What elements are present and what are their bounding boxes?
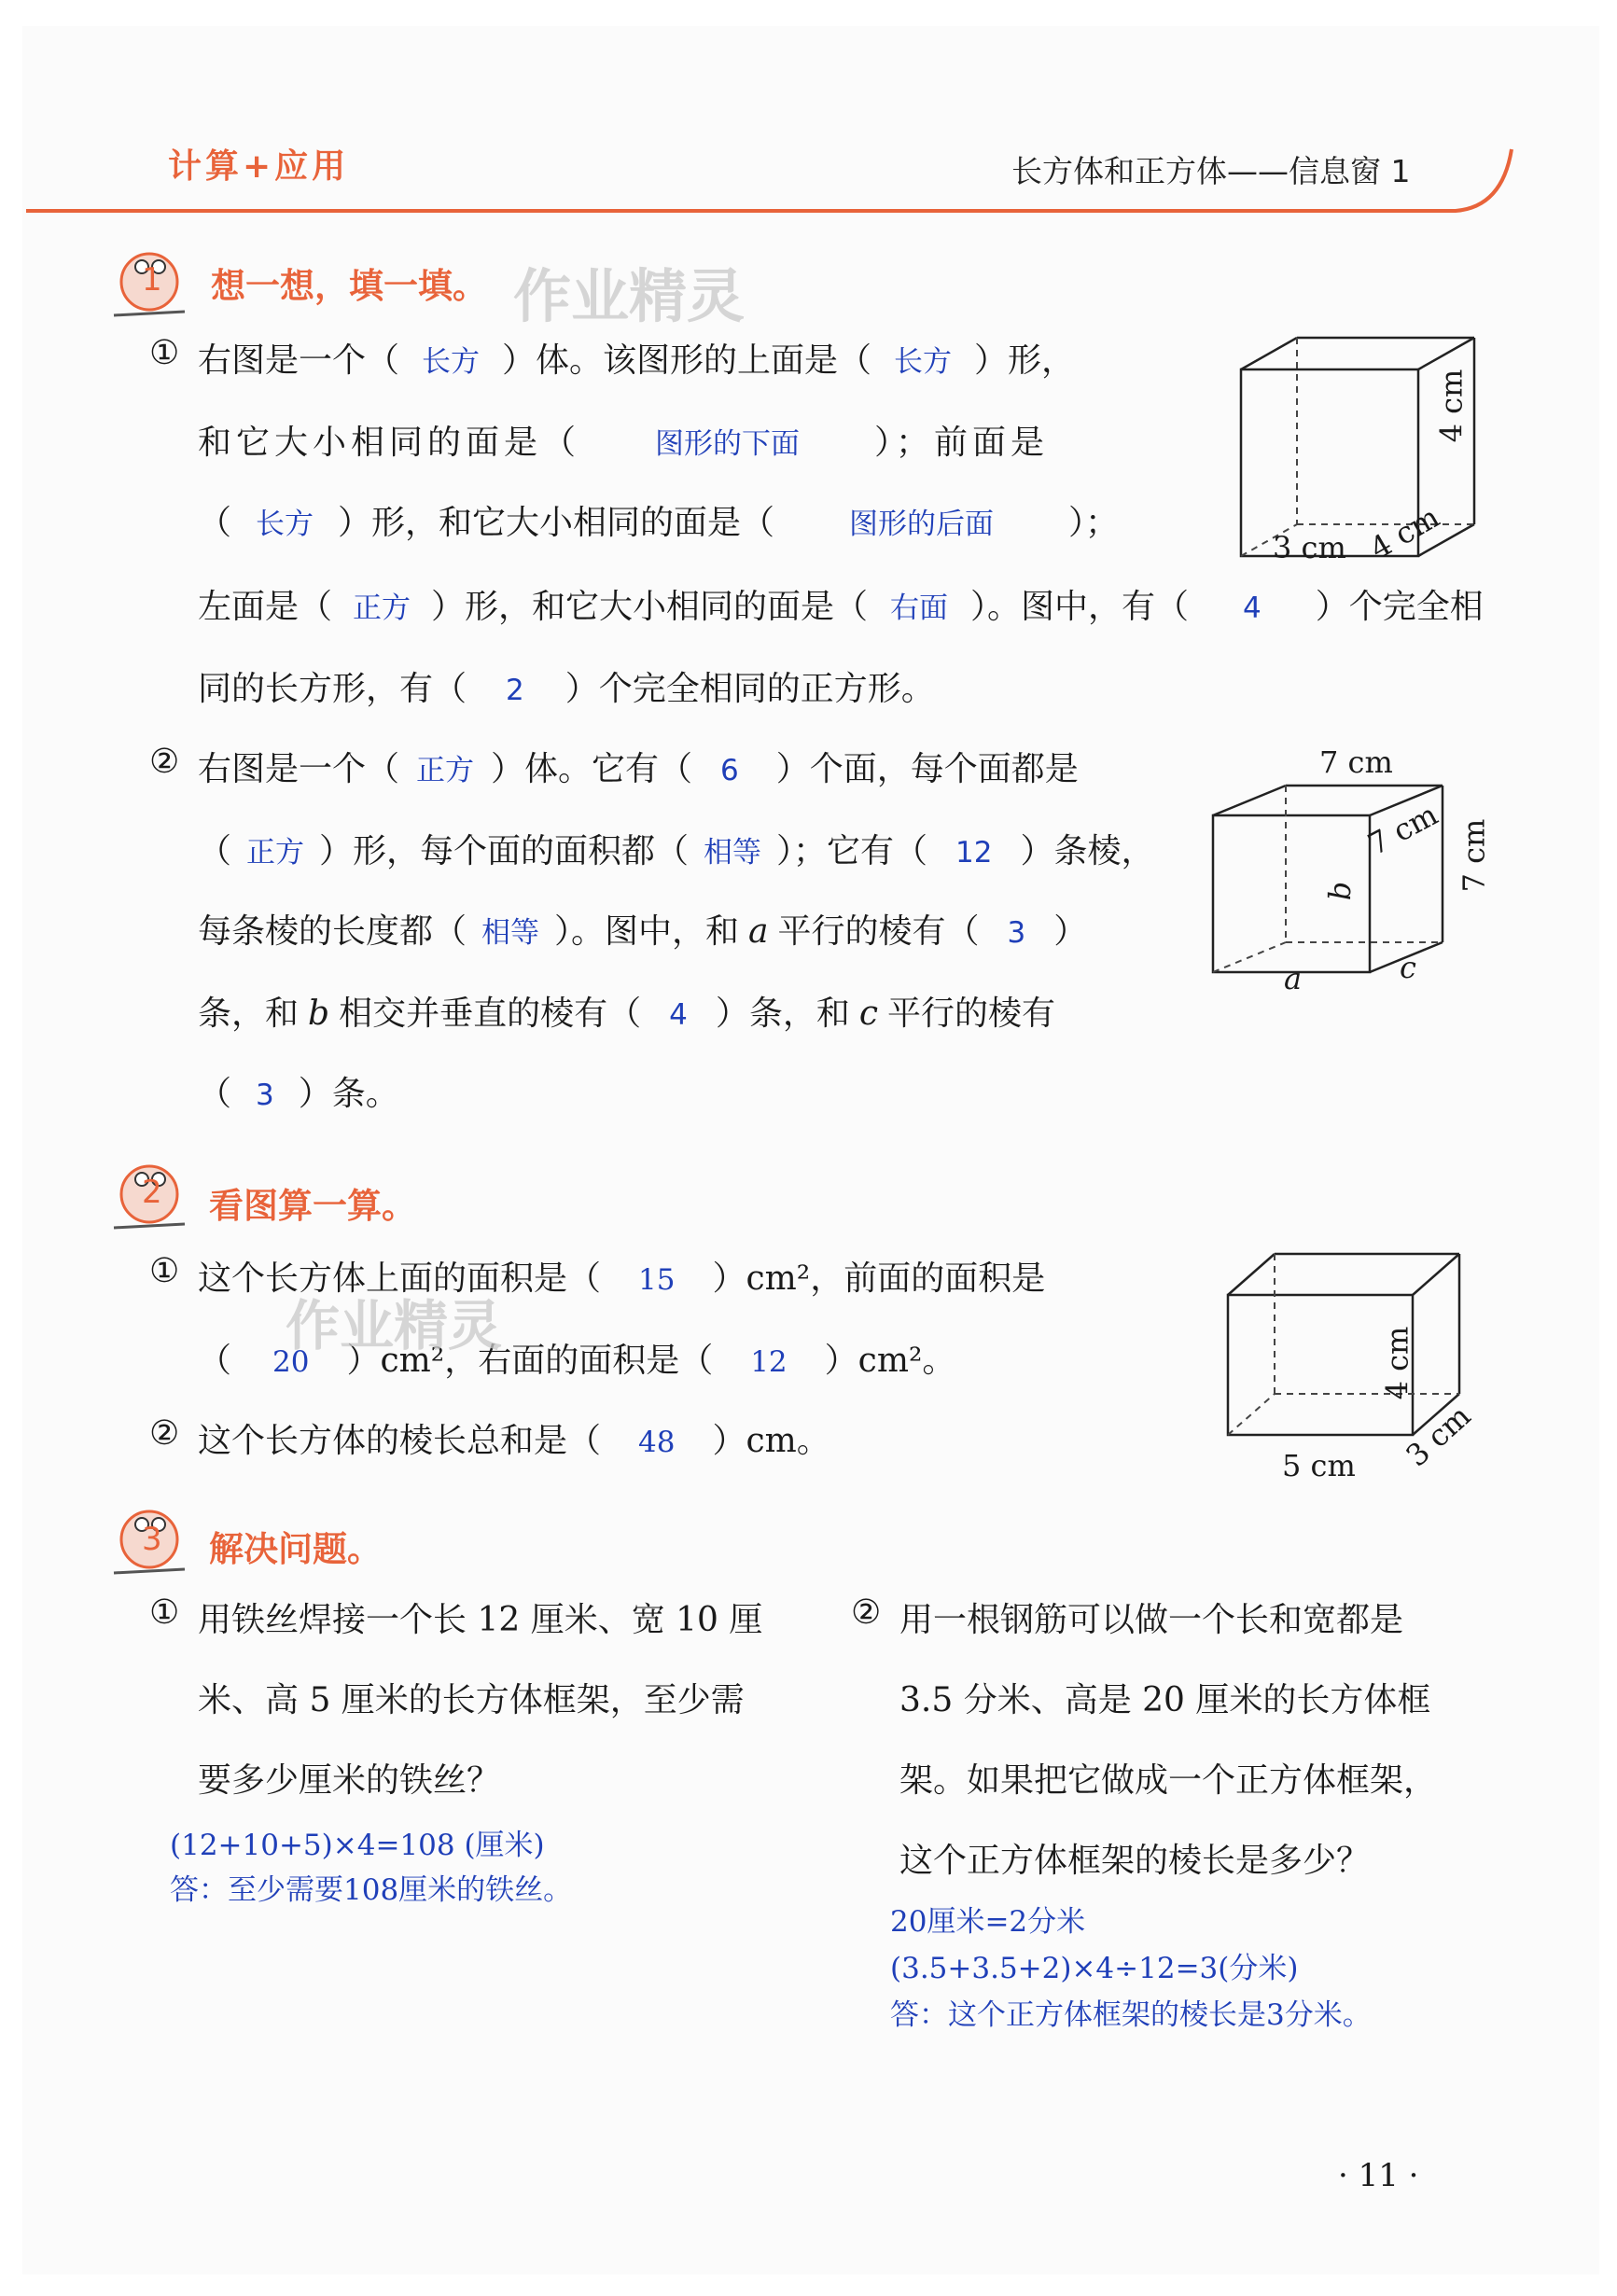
text: 同的长方形，有（ <box>198 670 467 708</box>
text: 每条棱的长度都（ <box>198 912 467 951</box>
text: ）个完全相 <box>1315 588 1484 626</box>
text: ）cm²。 <box>824 1342 956 1380</box>
watermark-1: 作业精灵 <box>513 262 746 330</box>
q2-p2-marker: ② <box>149 1414 180 1453</box>
text: 相交并垂直的棱有（ <box>339 995 642 1033</box>
answer: 3 <box>1007 916 1026 950</box>
q2-p2-line1 <box>198 1414 830 1462</box>
text: 平行的棱有（ <box>777 912 980 951</box>
q3-p2-marker: ② <box>851 1593 882 1632</box>
answer: 图形的后面 <box>849 508 995 541</box>
answer: 4 <box>1243 591 1262 625</box>
q3-p1-line1: 用铁丝焊接一个长 12 厘米、宽 10 厘 <box>198 1601 763 1639</box>
text: ）形，每个面的面积都（ <box>319 832 690 870</box>
text: ）； <box>1068 504 1120 542</box>
fig1-label-depth: 4 cm <box>1363 498 1446 567</box>
text: 条，和 <box>198 995 300 1033</box>
text: ）。图中，和 <box>554 912 740 951</box>
fig2-label-a: a <box>1284 961 1303 996</box>
q1-p1-marker: ① <box>149 334 180 372</box>
section-1-number: 1 <box>142 261 162 299</box>
edge-c: c <box>858 995 878 1033</box>
text: ）个面，每个面都是 <box>775 750 1079 788</box>
text: ）个完全相同的正方形。 <box>565 670 935 708</box>
answer: 相等 <box>704 836 762 870</box>
q3-p1-marker: ① <box>149 1593 180 1632</box>
answer: 12 <box>955 836 993 870</box>
text: ）；它有（ <box>776 832 928 870</box>
q3-p2-line4: 这个正方体框架的棱长是多少？ <box>899 1842 1371 1880</box>
edge-b: b <box>308 995 330 1033</box>
q1-p2-line3 <box>198 905 1087 953</box>
answer: 正方 <box>353 591 411 625</box>
q3-p2-line3: 架。如果把它做成一个正方体框架， <box>899 1761 1438 1800</box>
q1-p2-line5 <box>198 1067 399 1115</box>
text: ）条棱， <box>1020 832 1155 870</box>
answer: 6 <box>720 754 739 787</box>
answer: 右面 <box>890 591 949 625</box>
text: （ <box>198 1075 232 1113</box>
answer: 15 <box>638 1263 676 1297</box>
q1-p2-line1 <box>198 743 1079 790</box>
text: ）。图中，有（ <box>970 588 1190 626</box>
text: （ <box>198 504 232 542</box>
text: ）cm。 <box>712 1422 830 1460</box>
fig2-label-b: b <box>1322 881 1359 901</box>
fig2-label-right: 7 cm <box>1456 818 1492 893</box>
header-rule <box>0 0 1617 243</box>
q3-p1-answer-text: 答：至少需要108厘米的铁丝。 <box>170 1873 573 1907</box>
fig2-label-c: c <box>1400 950 1416 985</box>
text: ）条，和 <box>715 995 850 1033</box>
answer: 48 <box>638 1426 676 1459</box>
text: 平行的棱有 <box>887 995 1056 1033</box>
q3-p2-line2: 3.5 分米、高是 20 厘米的长方体框 <box>899 1681 1431 1719</box>
text: 和它大小相同的面是（ <box>198 424 581 462</box>
section-3-title: 解决问题。 <box>209 1529 382 1569</box>
answer: 相等 <box>481 916 540 950</box>
fig1-label-width: 3 cm <box>1273 530 1346 565</box>
q1-p2-line2 <box>198 825 1155 872</box>
text: ）形，和它大小相同的面是（ <box>431 588 869 626</box>
answer: 正方 <box>246 836 305 870</box>
q1-p2-marker: ② <box>149 743 180 781</box>
q1-p1-line2 <box>198 416 1049 464</box>
text: ）形， <box>974 341 1076 380</box>
edge-a: a <box>748 912 769 951</box>
text: 右图是一个（ <box>198 750 400 788</box>
text: ）体。它有（ <box>491 750 693 788</box>
text: （ <box>198 1342 232 1380</box>
answer: 3 <box>256 1078 274 1112</box>
q3-p1-line2: 米、高 5 厘米的长方体框架，至少需 <box>198 1681 745 1719</box>
text: ）条。 <box>298 1075 399 1113</box>
fig2-label-side: 7 cm <box>1361 796 1444 863</box>
q3-p1-line3: 要多少厘米的铁丝？ <box>198 1761 501 1800</box>
fig3-label-height: 4 cm <box>1379 1326 1415 1400</box>
fig2-label-top: 7 cm <box>1319 744 1393 780</box>
text: ）cm²，右面的面积是（ <box>346 1342 714 1380</box>
answer: 正方 <box>416 754 475 787</box>
q3-p2-answer-convert: 20厘米=2分米 <box>890 1905 1086 1939</box>
text: 这个长方体上面的面积是（ <box>198 1259 602 1298</box>
answer: 20 <box>272 1345 310 1379</box>
section-1-title: 想一想，填一填。 <box>211 266 487 306</box>
q3-p1-answer-calc: (12+10+5)×4=108 (厘米) <box>170 1829 545 1862</box>
q2-p1-marker: ① <box>149 1252 180 1290</box>
watermark-2: 作业精灵 <box>286 1294 503 1357</box>
header-left-label: 计算+应用 <box>168 147 350 186</box>
text: ）cm²，前面的面积是 <box>712 1259 1046 1298</box>
answer: 长方 <box>422 345 481 379</box>
fig3-label-width: 5 cm <box>1282 1448 1356 1483</box>
fig1-label-height: 4 cm <box>1433 369 1470 443</box>
answer: 图形的下面 <box>655 427 801 461</box>
text: ） <box>1053 912 1088 951</box>
header-right-title: 长方体和正方体——信息窗 1 <box>1011 153 1411 189</box>
q1-p1-line1 <box>198 334 1075 382</box>
page-number: · 11 · <box>1338 2157 1419 2194</box>
q1-p1-line5 <box>198 662 935 710</box>
q3-p2-answer-calc: (3.5+3.5+2)×4÷12=3(分米) <box>890 1952 1299 1985</box>
answer: 2 <box>506 674 524 707</box>
text: 右图是一个（ <box>198 341 400 380</box>
text: ）；前面是 <box>874 424 1050 462</box>
text: 这个长方体的棱长总和是（ <box>198 1422 602 1460</box>
section-2-number: 2 <box>142 1174 162 1211</box>
answer: 12 <box>750 1345 788 1379</box>
q1-p1-line4 <box>198 580 1484 628</box>
q3-p2-line1: 用一根钢筋可以做一个长和宽都是 <box>899 1601 1404 1639</box>
text: 左面是（ <box>198 588 333 626</box>
text: ）形，和它大小相同的面是（ <box>338 504 775 542</box>
answer: 4 <box>669 998 688 1032</box>
fig3-label-depth: 3 cm <box>1399 1398 1478 1474</box>
section-3-number: 3 <box>142 1521 162 1558</box>
text: ）体。该图形的上面是（ <box>502 341 872 380</box>
q3-p2-answer-text: 答：这个正方体框架的棱长是3分米。 <box>890 1998 1372 2032</box>
q1-p2-line4 <box>198 987 1055 1035</box>
answer: 长方 <box>894 345 953 379</box>
q1-p1-line3 <box>198 496 1119 544</box>
text: （ <box>198 832 232 870</box>
answer: 长方 <box>256 508 314 541</box>
section-2-title: 看图算一算。 <box>209 1186 416 1226</box>
